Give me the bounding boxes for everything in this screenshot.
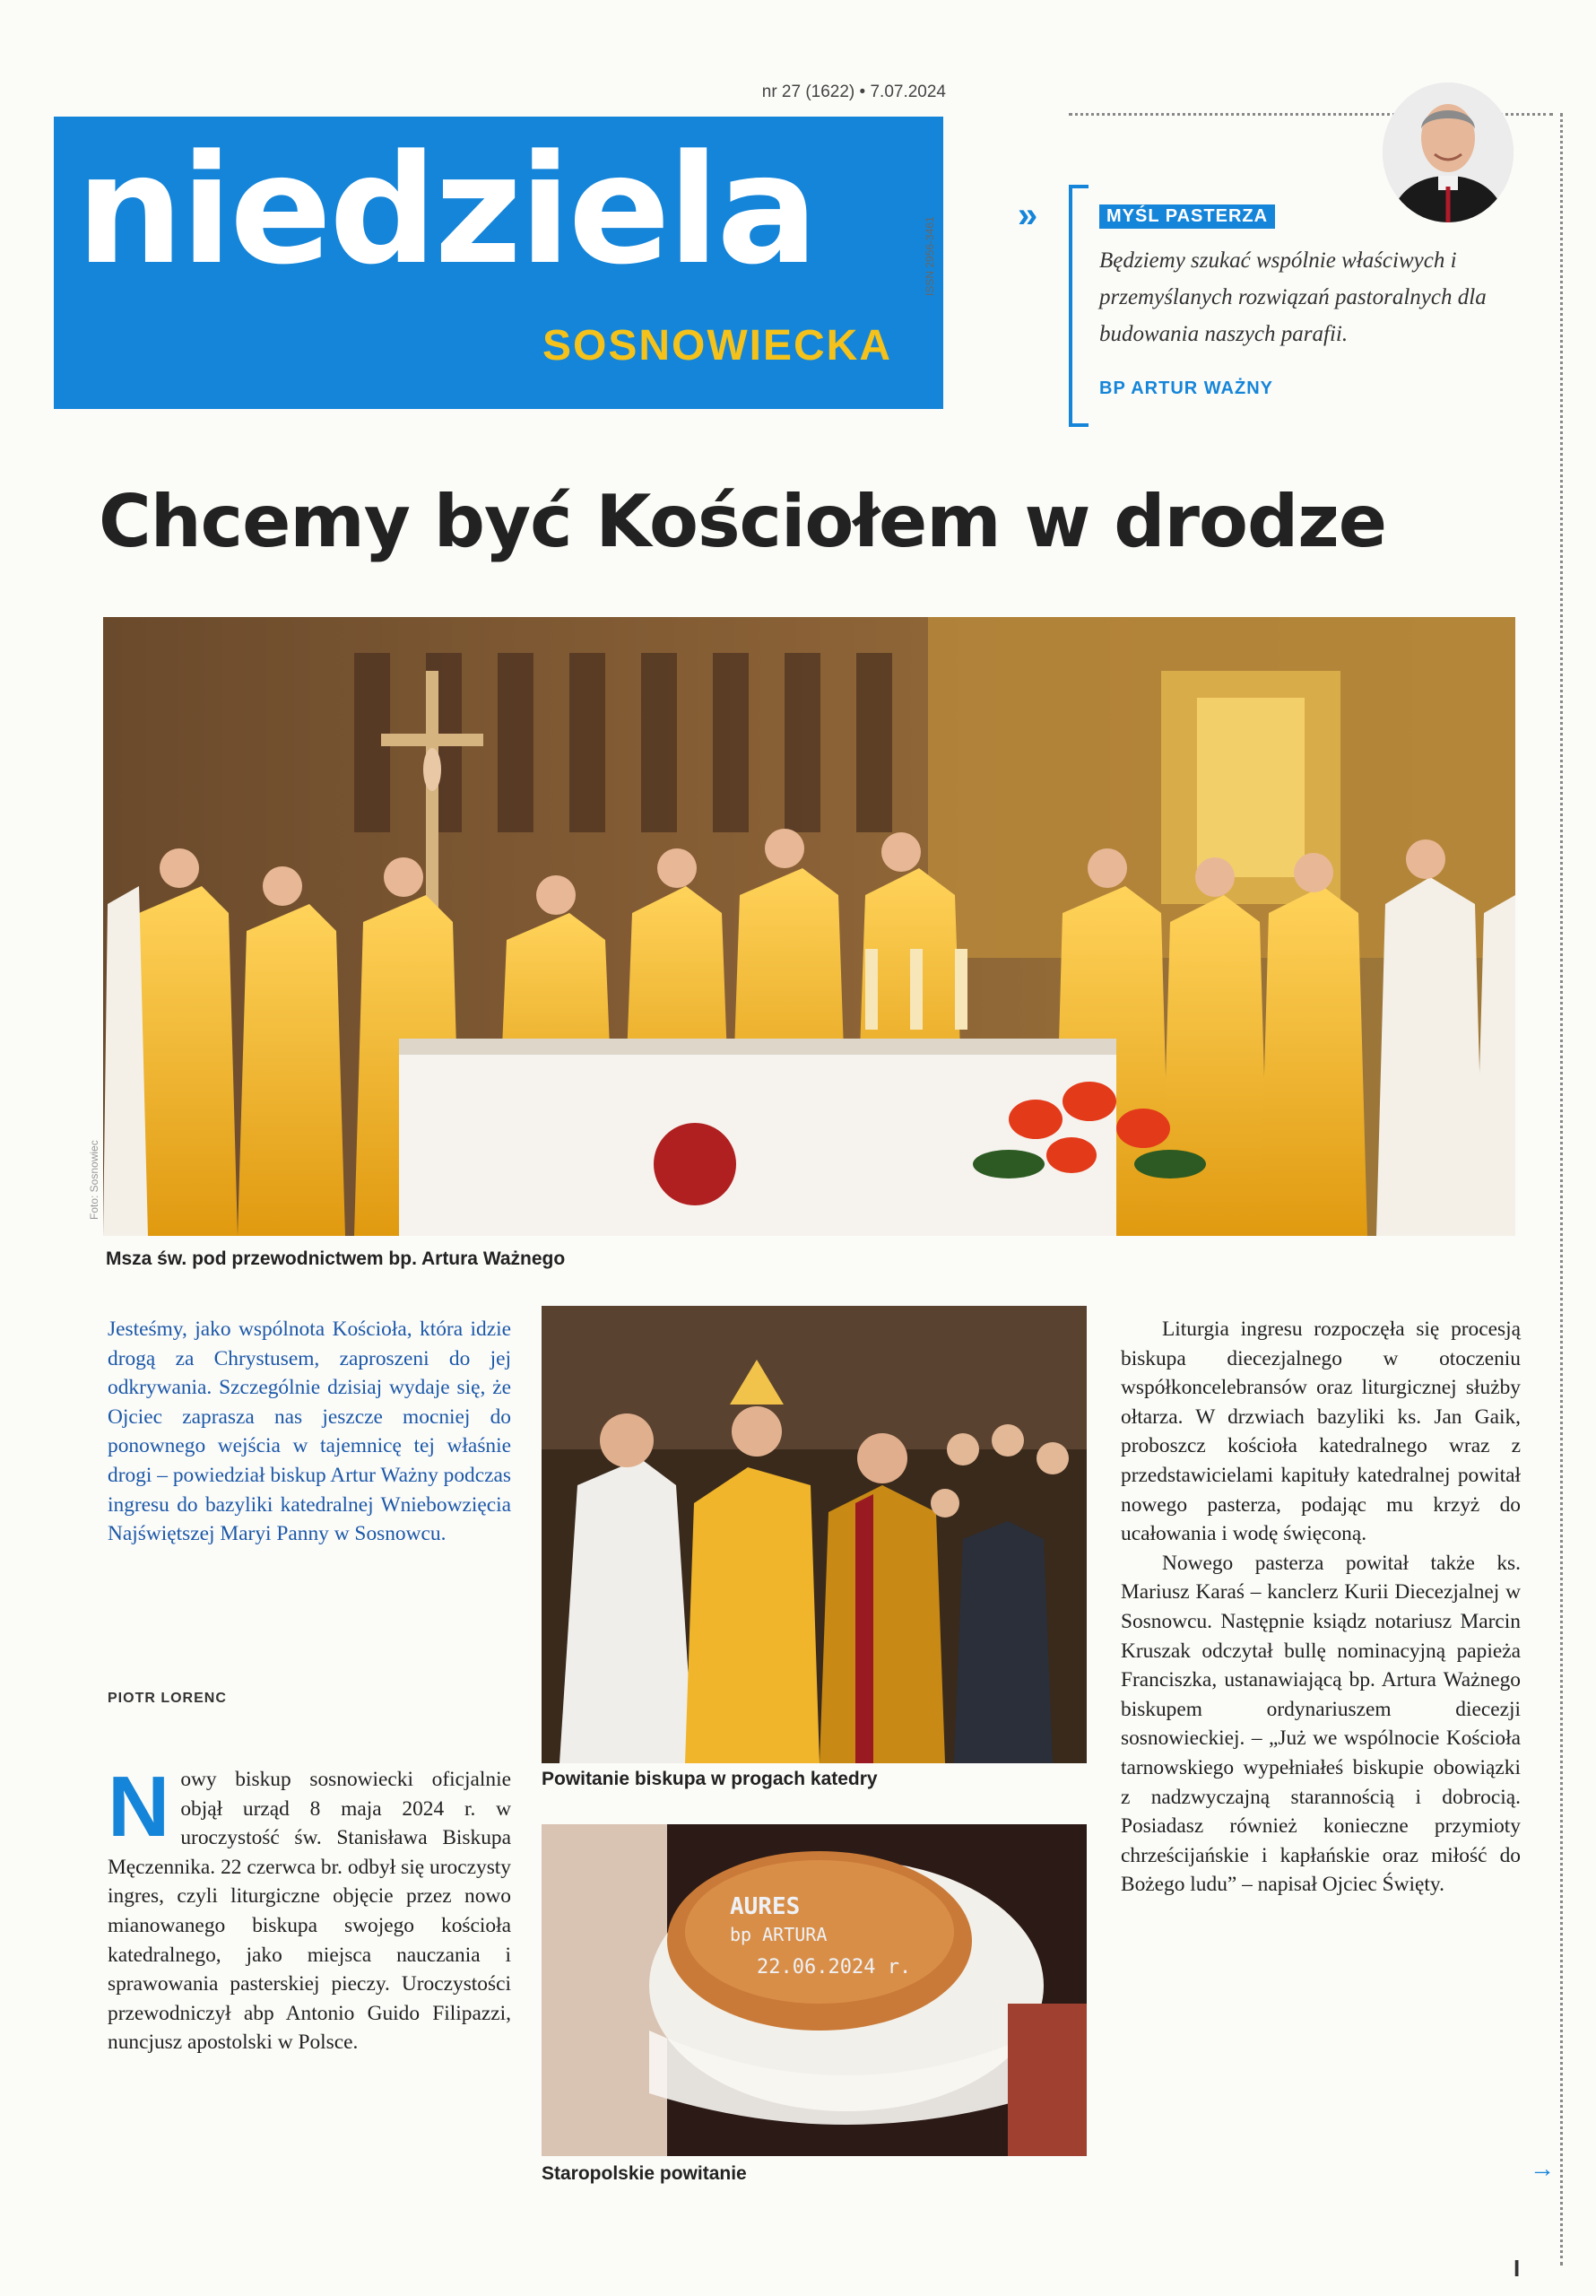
article-lead: Jesteśmy, jako wspólnota Kościoła, która idzie drogą za Chrystusem, zaproszeni do jej odkrywania. Szczególnie dzisiaj wydaje się, że Ojciec zaprasza nas jeszcze mocniej do ponownego wejścia w tajemnicę tej właśnie drogi – powiedział biskup Artur Ważny podczas ingresu do bazyliki katedralnej Wniebowzięcia Najświętszej Maryi Panny w Sosnowcu. (108, 1318, 511, 1546)
issue-number: nr 27 (1622) • 7.07.2024 (761, 83, 946, 101)
photo-bread-welcome (542, 1824, 1087, 2156)
article-body-col1-text: owy biskup sosnowiecki oficjalnie objął urząd 8 maja 2024 r. w uroczystość św. Stanisława Biskupa Męczennika. 22 czerwca br. odbył się uroczysty ingres, czyli liturgiczne objęcie przez nowo mianowanego biskupa swojego kościoła katedralnego, jako miejsca nauczania i sprawowania pasterskiej pieczy. Uroczystości przewodniczył abp Antonio Guido Filipazzi, nuncjusz apostolski w Polsce. (108, 1768, 511, 2055)
photo-credit: Foto: Sosnowiec (88, 1140, 100, 1220)
bishop-portrait (1383, 83, 1514, 222)
section-tag: MYŚL PASTERZA (1099, 204, 1275, 229)
photo-bishop-welcome (542, 1306, 1087, 1763)
continue-arrow-icon: → (1530, 2154, 1555, 2182)
bread-text-2: bp ARTURA (730, 1924, 828, 1945)
photo-bread-caption: Staropolskie powitanie (542, 2163, 747, 2184)
article-paragraph: Nowego pasterza powitał także ks. Mariusz Karaś – kanclerz Kurii Diecezjalnej w Sosnowcu. Następnie ksiądz notariusz Marcin Kruszak odczytał bullę nominacyjną papieża Franciszka, ustanawiającą bp. Artura Ważnego biskupem ordynariuszem diecezji sosnowieckiej. – „Już we wspólnocie Kościoła tarnowskiego wypełniałeś biskupie obowiązki z nadzwyczajną starannością i dobrocią. Posiadasz również konieczne przymioty chrześcijańskie i kapłańskie oraz miłość do Bożego ludu” – napisał Ojciec Święty. (1121, 1551, 1521, 1897)
article-paragraph: Liturgia ingresu rozpoczęła się procesją biskupa diecezjalnego w otoczeniu współkoncelebransów oraz liturgicznej służby ołtarza. W drzwiach bazyliki ks. Jan Gaik, proboszcz kościoła katedralnego wraz z przedstawicielami kapituły katedralnej powitał nowego pasterza, podając mu krzyż do ucałowania i wodę święconą. (1121, 1318, 1521, 1546)
photo-bishop-welcome-caption: Powitanie biskupa w progach katedry (542, 1769, 878, 1789)
main-photo-caption: Msza św. pod przewodnictwem bp. Artura Ważnego (106, 1248, 566, 1269)
article-body-col1 (108, 1759, 511, 2057)
quote-bracket (1069, 185, 1089, 427)
headline: Chcemy być Kościołem w drodze (99, 480, 1387, 563)
chevron-right-icon: » (1018, 196, 1038, 235)
article-body-col3 (1121, 1315, 1521, 1900)
masthead-subtitle: SOSNOWIECKA (542, 322, 892, 370)
bread-text-3: 22.06.2024 r. (757, 1956, 912, 1979)
dotted-rule-right (1560, 113, 1563, 2266)
main-photo-mass (103, 617, 1515, 1236)
pastor-quote: Będziemy szukać wspólnie właściwych i przemyślanych rozwiązań pastoralnych dla budowania naszych parafii. (1099, 248, 1487, 346)
bread-text-1: AURES (730, 1893, 801, 1920)
masthead-title: niedziela (76, 122, 816, 298)
quote-author: BP ARTUR WAŻNY (1099, 378, 1273, 398)
author-byline: PIOTR LORENC (108, 1691, 227, 1706)
issn-label: ISSN 2956-3461 (924, 216, 936, 296)
page-marker: I (1514, 2255, 1521, 2282)
drop-cap: N (108, 1759, 170, 1855)
